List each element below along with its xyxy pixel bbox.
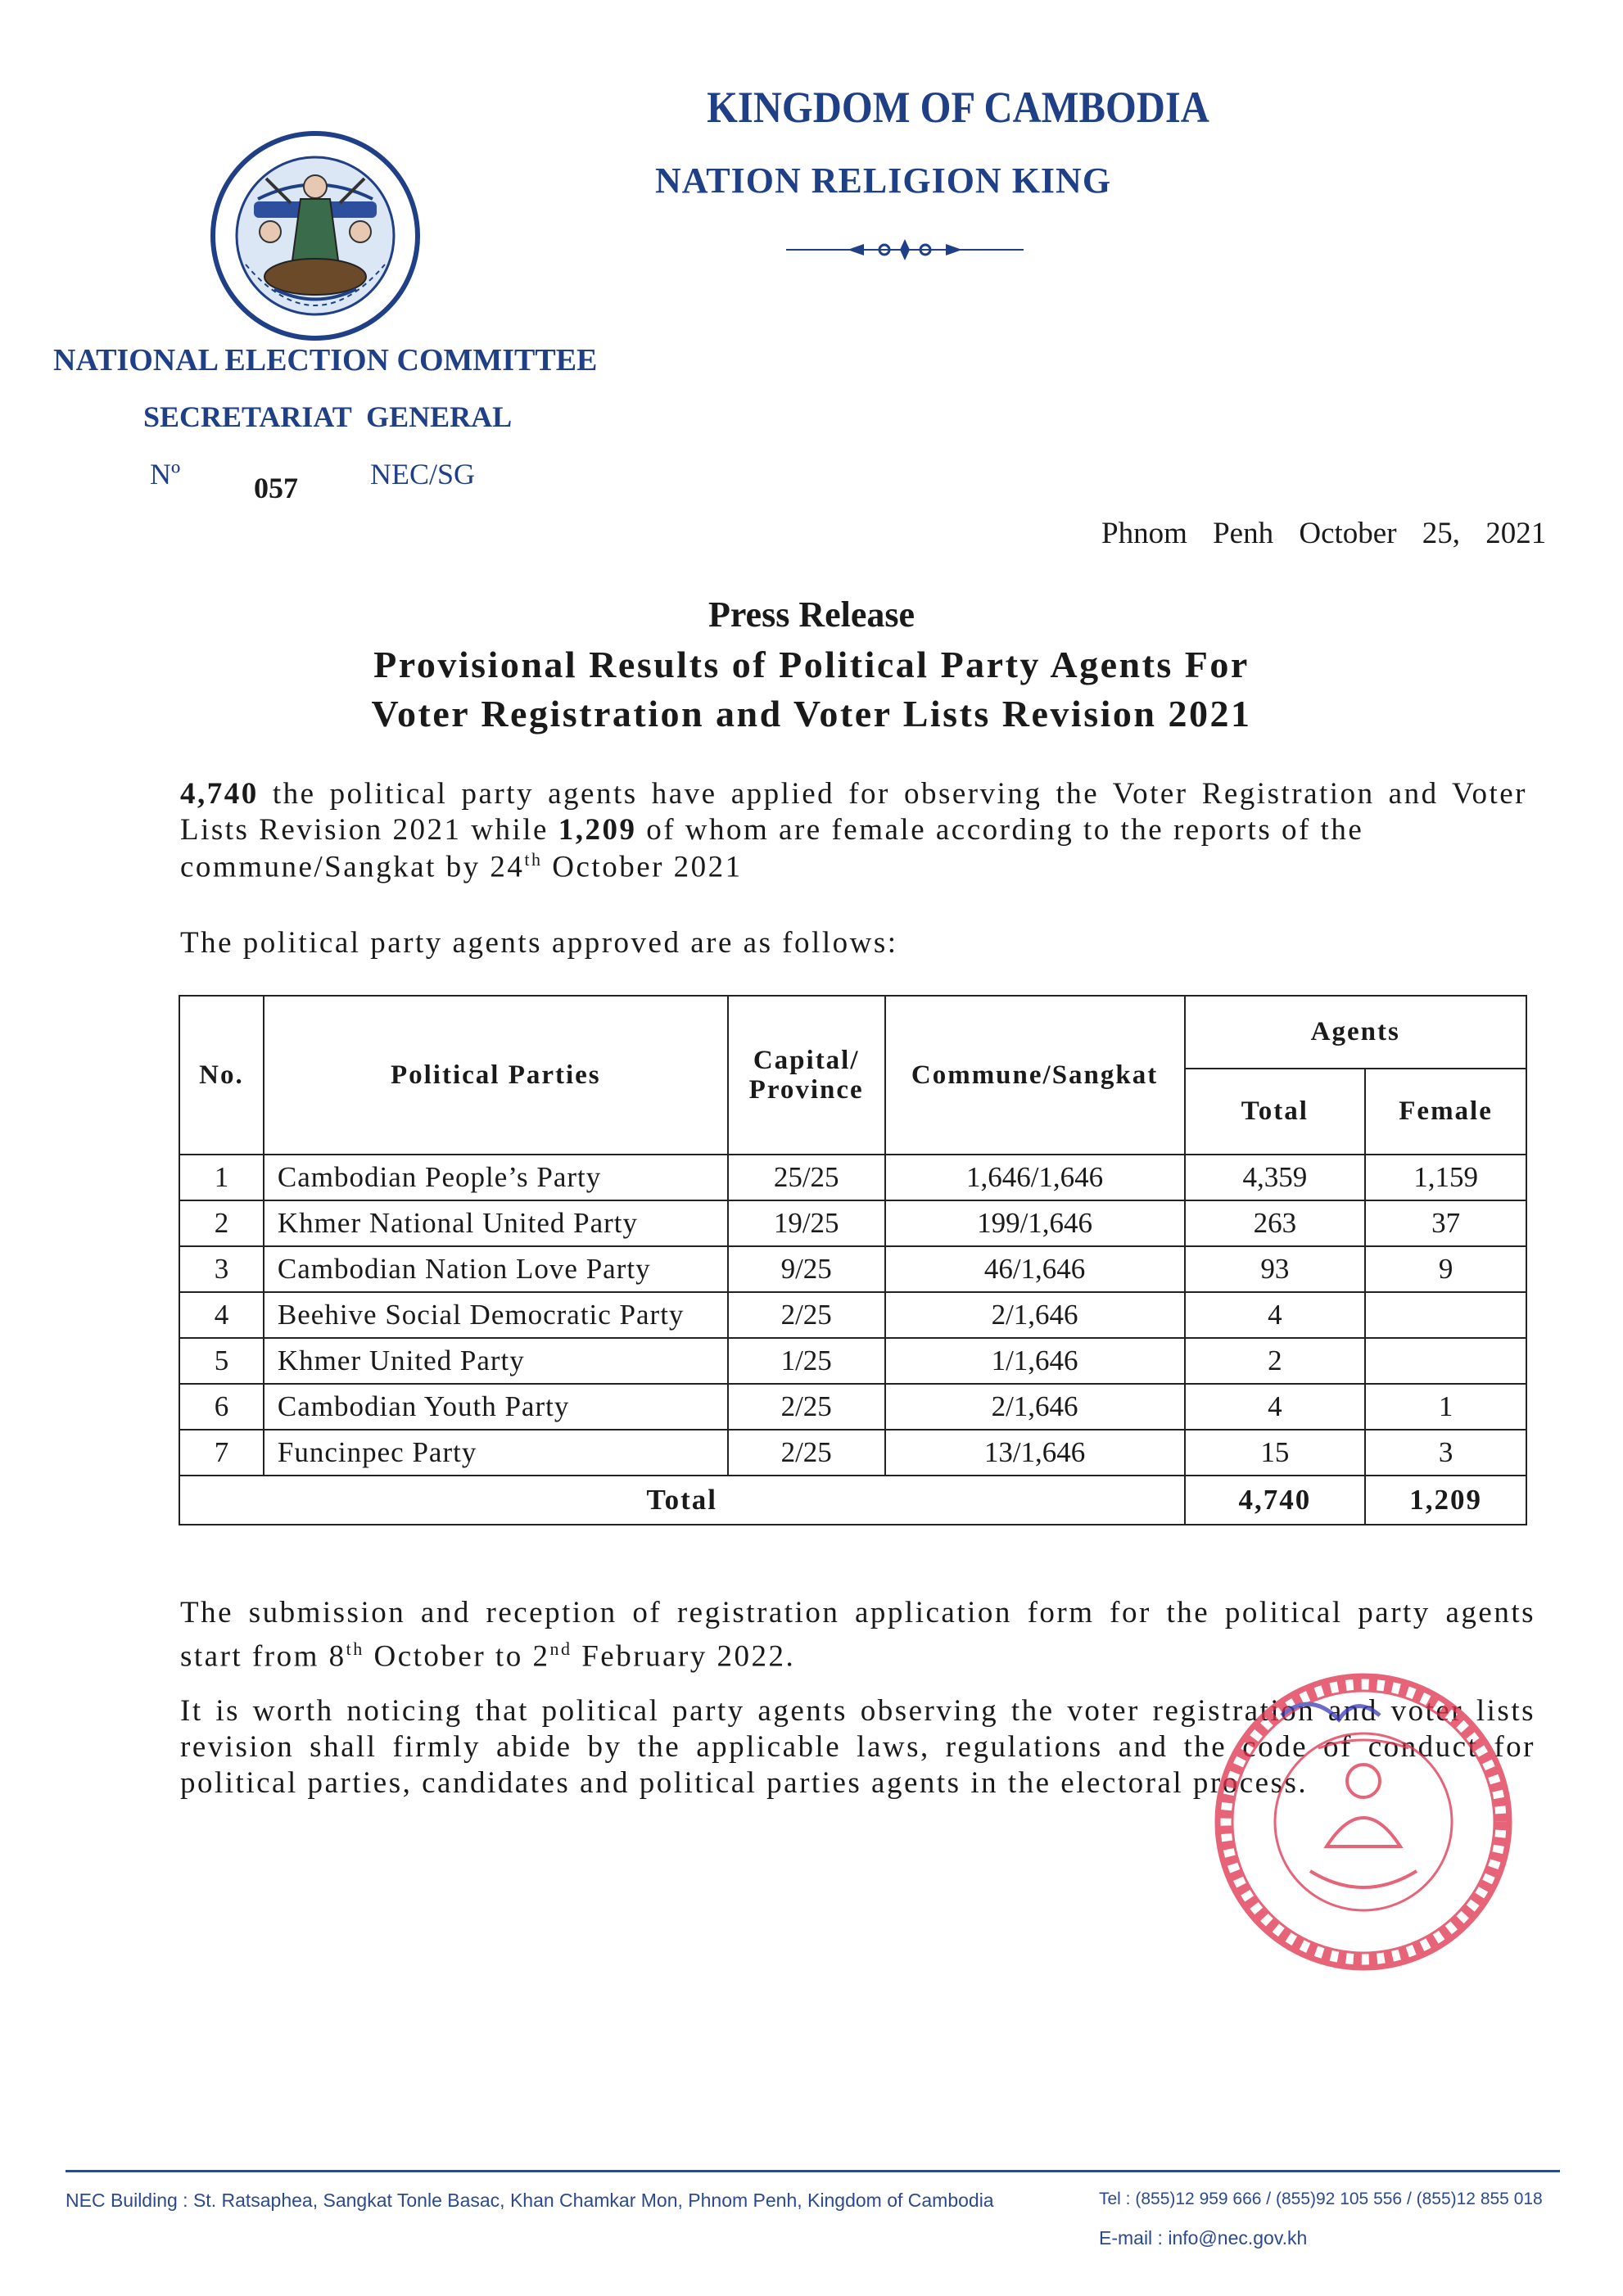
row-female [1365,1338,1526,1384]
organization-name: NATIONAL ELECTION COMMITTEE [53,343,598,377]
reference-number: 057 [254,472,298,504]
col-header-province-line1: Capital/ [753,1046,860,1075]
intro-text-b: of whom are female according to the reports of the [636,813,1364,847]
submission-text-c: February 2022. [572,1639,796,1674]
row-province: 9/25 [728,1246,885,1292]
submission-text-a: The submission and reception of registration application form for the political party agents start from 8 [180,1596,1535,1674]
row-commune: 46/1,646 [885,1246,1185,1292]
row-commune: 13/1,646 [885,1430,1185,1476]
press-release-title: Press Release [708,594,915,635]
row-total: 4,359 [1185,1155,1366,1200]
row-party: Khmer National United Party [264,1200,728,1246]
row-no: 6 [179,1384,264,1430]
press-release-subtitle-line2: Voter Registration and Voter Lists Revision 2021 [371,693,1252,734]
footer-email: E-mail : info@nec.gov.kh [1099,2227,1308,2249]
total-label: Total [179,1476,1185,1525]
row-female: 37 [1365,1200,1526,1246]
press-release-subtitle-line1: Provisional Results of Political Party Agents For [373,644,1250,685]
ornament-divider-icon [786,236,1024,264]
row-no: 5 [179,1338,264,1384]
col-header-agents: Agents [1185,996,1527,1069]
notice-paragraph: It is worth noticing that political party agents observing the voter registration and voter lists revision shall firmly abide by the applicable laws, regulations and the code of conduct for political parties, candidates and political parties agents in the electoral process. [180,1694,1535,1800]
table-row [179,1430,1526,1476]
row-commune: 1,646/1,646 [885,1155,1185,1200]
row-female [1365,1292,1526,1338]
intro-paragraph-line3 [180,849,743,884]
row-total: 4 [1185,1292,1366,1338]
department-name: SECRETARIAT GENERAL [143,400,513,433]
place-date: Phnom Penh October 25, 2021 [1101,517,1547,550]
row-no: 1 [179,1155,264,1200]
table-total-row [179,1476,1526,1525]
row-party: Khmer United Party [264,1338,728,1384]
row-province: 1/25 [728,1338,885,1384]
row-commune: 2/1,646 [885,1292,1185,1338]
row-total: 93 [1185,1246,1366,1292]
total-female: 1,209 [1365,1476,1526,1525]
row-no: 7 [179,1430,264,1476]
row-party: Cambodian People’s Party [264,1155,728,1200]
row-party: Funcinpec Party [264,1430,728,1476]
intro-total-agents: 4,740 [180,777,259,811]
official-seal-stamp-icon [1204,1658,1519,1982]
row-province: 2/25 [728,1292,885,1338]
row-commune: 199/1,646 [885,1200,1185,1246]
row-commune: 2/1,646 [885,1384,1185,1430]
submission-ordinal-1: th [346,1638,364,1659]
footer-divider [66,2170,1560,2172]
col-header-party: Political Parties [264,996,728,1155]
lead-sentence: The political party agents approved are as follows: [180,926,898,960]
submission-text-b: October to 2 [364,1639,550,1674]
motto-heading: NATION RELIGION KING [655,160,1112,201]
table-row [179,1200,1526,1246]
table-row [179,1292,1526,1338]
intro-paragraph [180,776,1527,848]
row-province: 2/25 [728,1430,885,1476]
kingdom-heading: KINGDOM OF CAMBODIA [707,83,1209,132]
row-party: Cambodian Youth Party [264,1384,728,1430]
agents-results-table [179,995,1527,1525]
row-female: 1 [1365,1384,1526,1430]
col-header-female: Female [1365,1069,1526,1155]
row-province: 19/25 [728,1200,885,1246]
table-row [179,1384,1526,1430]
intro-line3-ordinal: th [524,849,543,870]
reference-code: NEC/SG [370,458,476,490]
intro-line3-end: October 2021 [542,850,743,884]
intro-text-a: the political party agents have applied for observing the Voter Registration and Voter Lists Revision 2021 while [180,777,1527,847]
row-female: 1,159 [1365,1155,1526,1200]
intro-female-agents: 1,209 [558,813,637,847]
total-agents: 4,740 [1185,1476,1366,1525]
col-header-no: No. [179,996,264,1155]
row-total: 15 [1185,1430,1366,1476]
row-total: 263 [1185,1200,1366,1246]
row-female: 9 [1365,1246,1526,1292]
nec-emblem-logo [209,121,422,350]
reference-label: Nº [150,458,181,490]
intro-line3-text: commune/Sangkat by 24 [180,850,525,884]
col-header-province [728,996,885,1155]
col-header-commune: Commune/Sangkat [885,996,1185,1155]
submission-ordinal-2: nd [549,1638,572,1659]
col-header-province-line2: Province [748,1075,864,1105]
row-female: 3 [1365,1430,1526,1476]
table-row [179,1338,1526,1384]
row-province: 25/25 [728,1155,885,1200]
row-commune: 1/1,646 [885,1338,1185,1384]
footer-address: NEC Building : St. Ratsaphea, Sangkat Tonle Basac, Khan Chamkar Mon, Phnom Penh, Kingdom of Cambodia [66,2190,994,2211]
footer-telephone: Tel : (855)12 959 666 / (855)92 105 556 / (855)12 855 018 [1099,2190,1543,2208]
table-row [179,1246,1526,1292]
row-province: 2/25 [728,1384,885,1430]
row-no: 4 [179,1292,264,1338]
row-party: Cambodian Nation Love Party [264,1246,728,1292]
row-total: 4 [1185,1384,1366,1430]
row-no: 3 [179,1246,264,1292]
col-header-total: Total [1185,1069,1366,1155]
row-no: 2 [179,1200,264,1246]
row-total: 2 [1185,1338,1366,1384]
table-row [179,1155,1526,1200]
row-party: Beehive Social Democratic Party [264,1292,728,1338]
